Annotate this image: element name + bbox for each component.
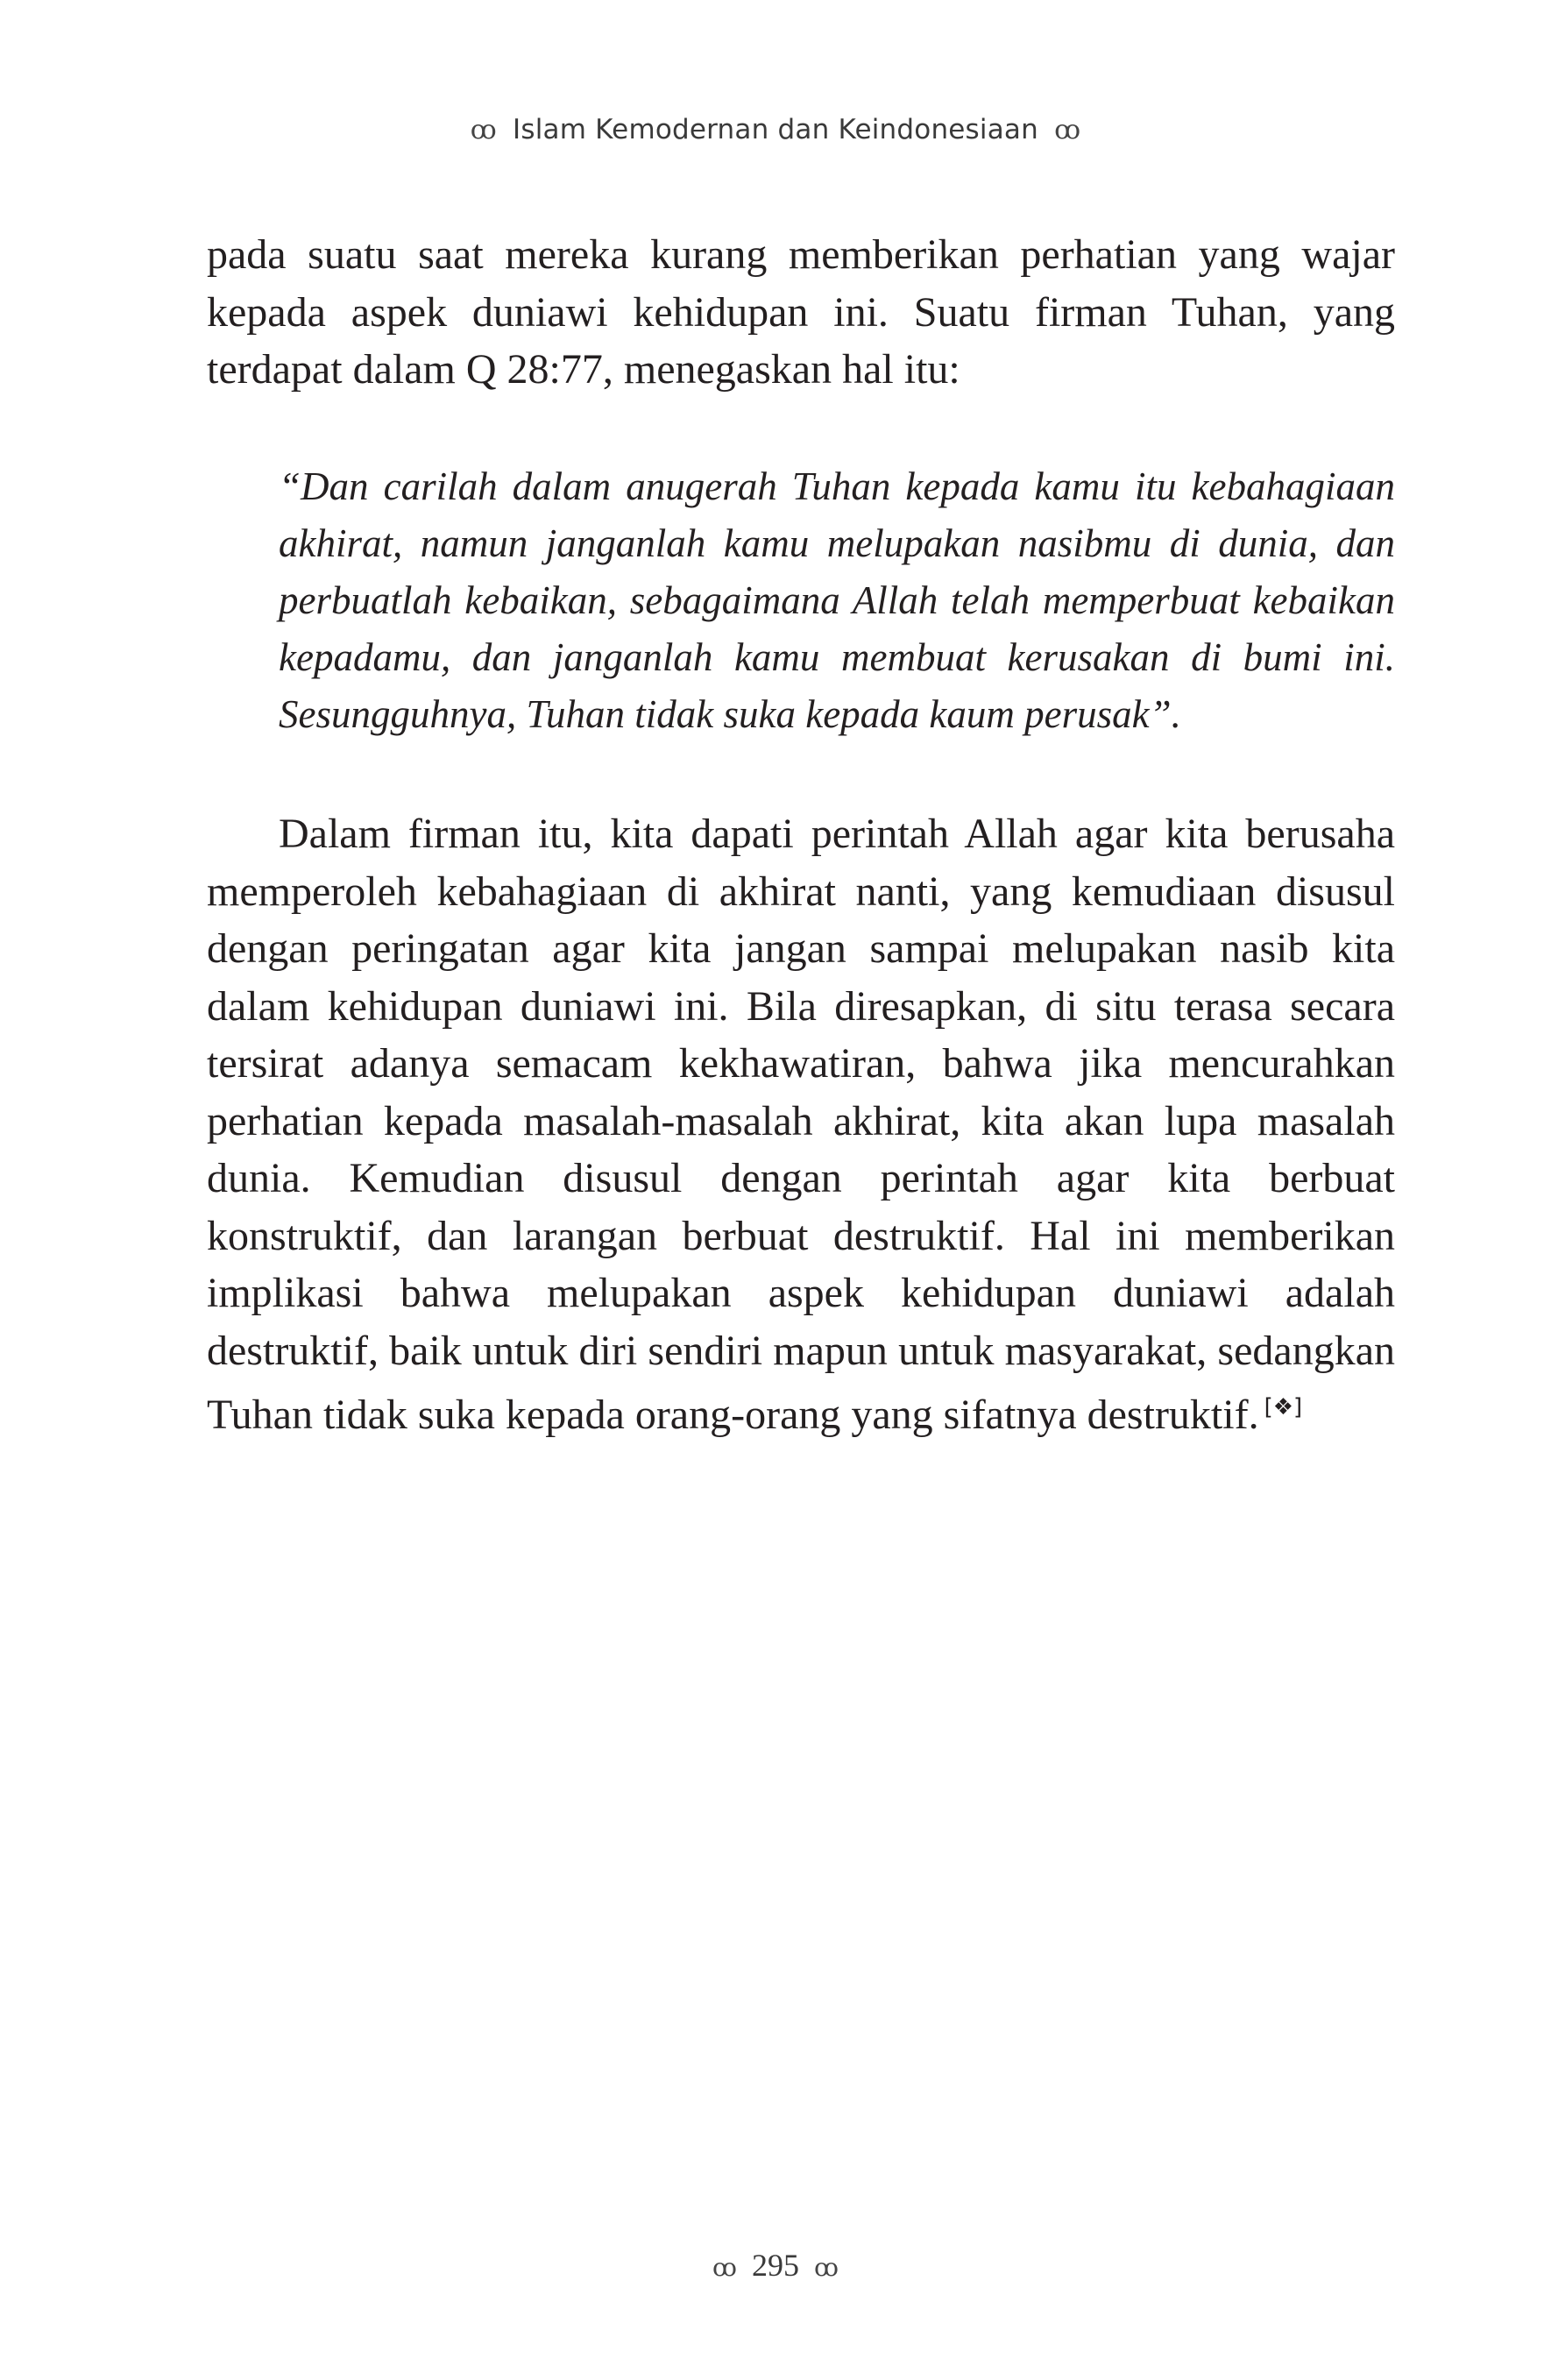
right-ornament-icon: ꝏ [1054,115,1081,145]
page-footer [0,2247,1551,2284]
quran-quotation: “Dan carilah dalam anugerah Tuhan kepada kamu itu kebahagiaan akhirat, namun janganlah kamu melupakan nasibmu di dunia, dan perbuatlah kebaikan, sebagaimana Allah telah memperbuat kebaikan kepadamu, dan janganlah kamu membuat kerusakan di bumi ini. Sesungguhnya, Tuhan tidak suka kepada kaum perusak”. [279,464,1395,736]
end-mark-icon: [❖] [1264,1394,1303,1420]
paragraph-2 [207,805,1395,1444]
page-number: 295 [752,2248,799,2283]
footer-left-ornament-icon: ꝏ [712,2253,737,2282]
left-ornament-icon: ꝏ [470,115,497,145]
book-title: Islam Kemodernan dan Keindonesiaan [513,114,1038,145]
paragraph-2-text: Dalam firman itu, kita dapati perintah Allah agar kita berusaha memperoleh kebahagiaan di akhirat nanti, yang kemudiaan disusul dengan peringatan agar kita jangan sampai melupakan nasib kita dalam kehidupan duniawi ini. Bila diresapkan, di situ terasa secara tersirat adanya semacam kekhawatiran, bahwa jika mencurahkan perhatian kepada masalah-masalah akhirat, kita akan lupa masalah dunia. Kemudian disusul dengan perintah agar kita berbuat konstruktif, dan larangan berbuat destruktif. Hal ini memberikan implikasi bahwa melupakan aspek kehidupan duniawi adalah destruktif, baik untuk diri sendiri mapun untuk masyarakat, sedangkan Tuhan tidak suka kepada orang-orang yang sifatnya destruktif. [207,811,1395,1438]
footer-right-ornament-icon: ꝏ [814,2253,839,2282]
running-header [0,114,1551,145]
paragraph-1: pada suatu saat mereka kurang memberikan perhatian yang wajar kepada aspek duniawi kehidupan ini. Suatu firman Tuhan, yang terdapat dalam Q 28:77, menegaskan hal itu: [207,231,1395,393]
